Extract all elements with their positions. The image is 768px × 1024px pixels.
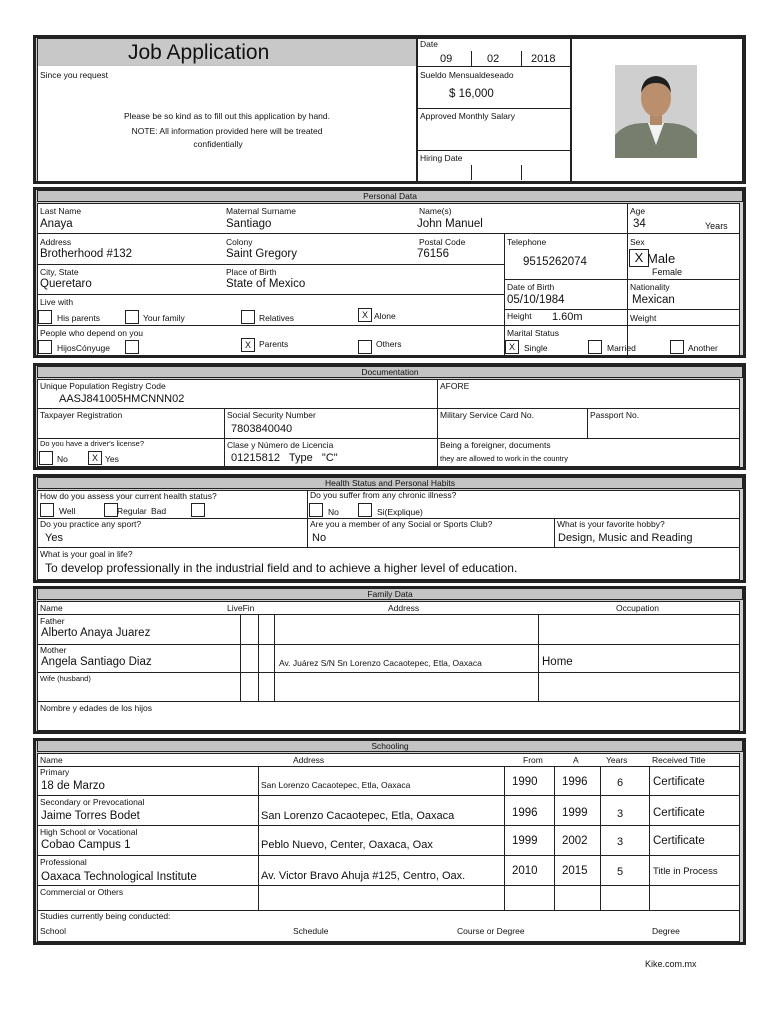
family-col-live: LiveFin	[227, 603, 255, 613]
goal-answer[interactable]: To develop professionally in the industrial field and to achieve a higher level of education.	[45, 561, 518, 575]
page-title: Job Application	[128, 41, 270, 64]
marital-label: Marital Status	[507, 328, 559, 338]
school-years[interactable]: 3	[617, 808, 624, 820]
school-name[interactable]: Cobao Campus 1	[41, 839, 131, 851]
health-regular-checkbox[interactable]	[104, 503, 118, 517]
live-parents-label: His parents	[57, 313, 100, 323]
dep-parents-checkbox[interactable]: X	[241, 338, 255, 352]
family-title: Family Data	[37, 588, 743, 600]
live-family-checkbox[interactable]	[125, 310, 139, 324]
school-address[interactable]: Peblo Nuevo, Center, Oaxaca, Oax	[261, 839, 433, 851]
documentation-title: Documentation	[37, 366, 743, 378]
chronic-yes-label: Si(Explique)	[377, 507, 423, 517]
mother-label: Mother	[40, 645, 67, 655]
dep-parents-label: Parents	[259, 339, 289, 349]
health-title: Health Status and Personal Habits	[37, 477, 743, 489]
maternal-surname[interactable]: Santiago	[226, 218, 272, 230]
school-level: Professional	[40, 857, 87, 867]
address-label: Address	[40, 237, 72, 247]
curp[interactable]: AASJ841005HMCNNN02	[59, 393, 185, 405]
school-level: High School or Vocational	[40, 827, 138, 837]
schooling-title: Schooling	[37, 740, 743, 752]
colony-label: Colony	[226, 237, 253, 247]
last-name[interactable]: Anaya	[40, 218, 73, 230]
current-schedule-label: Schedule	[293, 926, 329, 936]
school-title[interactable]: Certificate	[653, 835, 705, 847]
marital-single-label: Single	[524, 343, 548, 353]
school-from[interactable]: 1999	[512, 835, 538, 847]
school-to[interactable]: 1996	[562, 776, 588, 788]
club-answer[interactable]: No	[312, 532, 327, 544]
live-alone-label: Alone	[374, 311, 396, 321]
desired-salary-label: Sueldo Mensualdeseado	[420, 70, 514, 80]
family-col-occupation: Occupation	[616, 603, 659, 613]
sport-answer[interactable]: Yes	[45, 532, 63, 544]
age-unit: Years	[705, 221, 728, 231]
age-label: Age	[630, 206, 646, 216]
postal-code[interactable]: 76156	[417, 248, 449, 260]
health-assess-question: How do you assess your current health status?	[40, 491, 217, 501]
height-label: Height	[507, 311, 532, 321]
live-relatives-checkbox[interactable]	[241, 310, 255, 324]
live-family-label: Your family	[143, 313, 185, 323]
ssn-label: Social Security Number	[227, 410, 316, 420]
license-no-checkbox[interactable]	[39, 451, 53, 465]
marital-single-checkbox[interactable]: X	[505, 340, 519, 354]
live-parents-checkbox[interactable]	[38, 310, 52, 324]
mother-name[interactable]: Angela Santiago Diaz	[41, 656, 152, 668]
school-years[interactable]: 3	[617, 836, 624, 848]
license-question: Do you have a driver's license?	[40, 439, 144, 448]
note-text: NOTE: All information provided here will be treated	[131, 126, 323, 136]
nationality[interactable]: Mexican	[632, 294, 675, 306]
sex-male-checkbox[interactable]: X	[629, 249, 649, 267]
chronic-question: Do you suffer from any chronic illness?	[310, 490, 457, 500]
live-relatives-label: Relatives	[259, 313, 294, 323]
health-bad-label: Bad	[151, 506, 167, 516]
school-from[interactable]: 1996	[512, 807, 538, 819]
first-names[interactable]: John Manuel	[417, 218, 483, 230]
chronic-no-checkbox[interactable]	[309, 503, 323, 517]
commercial-label: Commercial or Others	[40, 887, 124, 897]
family-col-address: Address	[388, 603, 420, 613]
dep-others-label: Others	[376, 339, 402, 349]
telephone[interactable]: 9515262074	[523, 256, 587, 268]
live-with-label: Live with	[40, 297, 74, 307]
military-label: Military Service Card No.	[440, 410, 534, 420]
postal-label: Postal Code	[419, 237, 466, 247]
marital-another-label: Another	[688, 343, 718, 353]
school-name[interactable]: 18 de Marzo	[41, 780, 105, 792]
dep-children-checkbox[interactable]	[38, 340, 52, 354]
sport-question: Do you practice any sport?	[40, 519, 142, 529]
personal-title: Personal Data	[37, 190, 743, 202]
current-school-label: School	[40, 926, 66, 936]
hobby-answer[interactable]: Design, Music and Reading	[558, 532, 693, 544]
colony[interactable]: Saint Gregory	[226, 248, 297, 260]
school-to[interactable]: 2002	[562, 835, 588, 847]
foreigner-sub: they are allowed to work in the country	[440, 454, 568, 463]
school-name[interactable]: Oaxaca Technological Institute	[41, 871, 197, 883]
since-request: Since you request	[40, 70, 109, 80]
chronic-no-label: No	[328, 507, 339, 517]
spouse-label: Wife (husband)	[40, 674, 91, 683]
mother-address[interactable]: Av. Juárez S/N Sn Lorenzo Cacaotepec, Etla, Oaxaca	[279, 658, 482, 668]
sex-male-label: Male	[647, 251, 676, 266]
children-label: Nombre y edades de los hijos	[40, 703, 152, 713]
curp-label: Unique Population Registry Code	[40, 381, 166, 391]
dep-others-checkbox[interactable]	[358, 340, 372, 354]
mother-occupation[interactable]: Home	[542, 656, 573, 668]
school-title[interactable]: Certificate	[653, 807, 705, 819]
school-col-address: Address	[293, 755, 325, 765]
city-state[interactable]: Queretaro	[40, 278, 92, 290]
social-security-number[interactable]: 7803840040	[231, 423, 293, 435]
club-question: Are you a member of any Social or Sports Club?	[310, 519, 493, 529]
school-from[interactable]: 2010	[512, 865, 538, 877]
date-day[interactable]: 09	[440, 53, 453, 65]
dependents-label: People who depend on you	[40, 328, 144, 338]
dep-spouse-checkbox[interactable]	[125, 340, 139, 354]
license-yes-checkbox[interactable]: X	[88, 451, 102, 465]
approved-salary-label: Approved Monthly Salary	[420, 111, 515, 121]
nationality-label: Nationality	[630, 282, 670, 292]
note-text-2: confidentially	[193, 139, 243, 149]
goal-question: What is your goal in life?	[40, 549, 133, 559]
last-name-label: Last Name	[40, 206, 82, 216]
age[interactable]: 34	[633, 218, 646, 230]
license-class[interactable]: 01215812 Type "C"	[231, 452, 338, 464]
afore-label: AFORE	[440, 381, 470, 391]
maternal-label: Maternal Surname	[226, 206, 296, 216]
date-of-birth[interactable]: 05/10/1984	[507, 294, 565, 306]
license-class-label: Clase y Número de Licencia	[227, 440, 334, 450]
school-col-name: Name	[40, 755, 63, 765]
school-name[interactable]: Jaime Torres Bodet	[41, 810, 140, 822]
license-yes-label: Yes	[105, 454, 119, 464]
license-no-label: No	[57, 454, 68, 464]
school-title[interactable]: Title in Process	[653, 866, 718, 877]
birthplace-label: Place of Birth	[226, 267, 277, 277]
school-years[interactable]: 6	[617, 777, 624, 789]
live-alone-checkbox[interactable]: X	[358, 308, 372, 322]
school-address[interactable]: San Lorenzo Cacaotepec, Etla, Oaxaca	[261, 780, 411, 790]
health-bad-checkbox[interactable]	[191, 503, 205, 517]
current-degree-label: Degree	[652, 926, 680, 936]
hobby-question: What is your favorite hobby?	[557, 519, 665, 529]
instruction-text: Please be so kind as to fill out this application by hand.	[123, 111, 331, 121]
health-well-checkbox[interactable]	[40, 503, 54, 517]
footer-site: Kike.com.mx	[645, 959, 697, 969]
dob-label: Date of Birth	[507, 282, 555, 292]
school-address[interactable]: San Lorenzo Cacaotepec, Etla, Oaxaca	[261, 810, 455, 822]
father-name[interactable]: Alberto Anaya Juarez	[41, 627, 151, 639]
school-col-title: Received Title	[652, 755, 706, 765]
school-col-from: From	[523, 755, 543, 765]
place-of-birth[interactable]: State of Mexico	[226, 278, 306, 290]
desired-salary[interactable]: $ 16,000	[449, 88, 494, 100]
school-to[interactable]: 2015	[562, 865, 588, 877]
hiring-date-label: Hiring Date	[420, 153, 463, 163]
rfc-label: Taxpayer Registration	[40, 410, 123, 420]
marital-married-checkbox[interactable]	[588, 340, 602, 354]
school-col-years: Years	[606, 755, 628, 765]
current-course-label: Course or Degree	[457, 926, 525, 936]
marital-married-label: Married	[607, 343, 636, 353]
school-to[interactable]: 1999	[562, 807, 588, 819]
school-level: Secondary or Prevocational	[40, 797, 145, 807]
sex-female-label: Female	[652, 267, 683, 277]
address[interactable]: Brotherhood #132	[40, 248, 133, 260]
current-studies-label: Studies currently being conducted:	[40, 911, 171, 921]
school-years[interactable]: 5	[617, 866, 624, 878]
passport-label: Passport No.	[590, 410, 640, 420]
date-year[interactable]: 2018	[531, 53, 556, 65]
school-address[interactable]: Av. Victor Bravo Ahuja #125, Centro, Oax.	[261, 870, 466, 882]
family-col-name: Name	[40, 603, 63, 613]
chronic-yes-checkbox[interactable]	[358, 503, 372, 517]
health-well-label: Well	[59, 506, 76, 516]
applicant-photo	[615, 65, 697, 158]
dep-children-label: HijosCónyuge	[57, 343, 110, 353]
foreigner-label: Being a foreigner, documents	[440, 440, 551, 450]
city-label: City, State	[40, 267, 79, 277]
marital-another-checkbox[interactable]	[670, 340, 684, 354]
date-month[interactable]: 02	[487, 53, 500, 65]
weight-label: Weight	[630, 313, 657, 323]
sex-label: Sex	[630, 237, 645, 247]
school-col-to: A	[573, 755, 579, 765]
school-from[interactable]: 1990	[512, 776, 538, 788]
names-label: Name(s)	[419, 206, 452, 216]
father-label: Father	[40, 616, 65, 626]
school-level: Primary	[40, 767, 70, 777]
height[interactable]: 1.60m	[552, 311, 583, 323]
school-title[interactable]: Certificate	[653, 776, 705, 788]
phone-label: Telephone	[507, 237, 547, 247]
health-regular-label: Regular	[117, 506, 147, 516]
date-label: Date	[420, 39, 438, 49]
